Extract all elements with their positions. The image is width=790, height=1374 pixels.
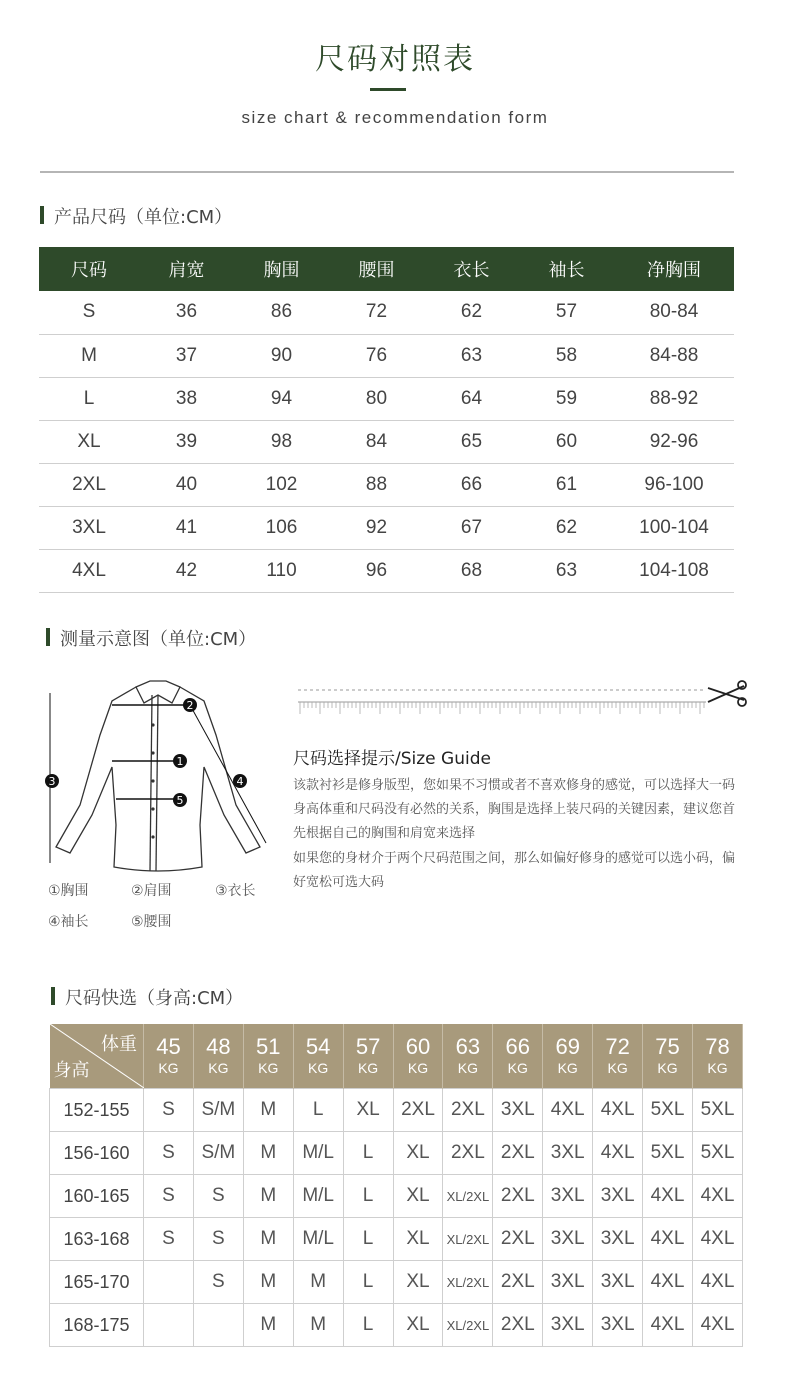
- weight-value: 78: [705, 1034, 730, 1059]
- shirt-diagram: [40, 675, 280, 875]
- table-cell: 58: [519, 334, 614, 377]
- table-row: [39, 420, 734, 463]
- size-section-heading: 产品尺码（单位:CM）: [40, 203, 232, 229]
- weight-header: [343, 1024, 393, 1089]
- size-pick-table: [49, 1024, 743, 1347]
- size-cell: 4XL: [692, 1261, 742, 1304]
- size-cell: L: [343, 1132, 393, 1175]
- table-cell: 38: [139, 377, 234, 420]
- height-cell: 168-175: [50, 1304, 144, 1347]
- table-cell: 63: [424, 334, 519, 377]
- weight-unit: KG: [158, 1060, 179, 1076]
- pick-section-heading: 尺码快选（身高:CM）: [51, 984, 243, 1010]
- table-cell: 100-104: [614, 506, 734, 549]
- size-cell: XL: [343, 1089, 393, 1132]
- table-cell: 88-92: [614, 377, 734, 420]
- table-row: [50, 1304, 743, 1347]
- table-row: [39, 377, 734, 420]
- height-cell: 160-165: [50, 1175, 144, 1218]
- guide-line: 先根据自己的胸围和肩宽来选择: [293, 826, 476, 841]
- size-cell: M: [243, 1304, 293, 1347]
- size-cell: 3XL: [593, 1304, 643, 1347]
- size-cell: M: [243, 1089, 293, 1132]
- size-cell: 3XL: [593, 1175, 643, 1218]
- weight-unit: KG: [707, 1060, 728, 1076]
- table-cell: 67: [424, 506, 519, 549]
- table-cell: S: [39, 291, 139, 334]
- size-cell: L: [343, 1261, 393, 1304]
- size-table: [39, 247, 734, 593]
- table-cell: 64: [424, 377, 519, 420]
- weight-header: [443, 1024, 493, 1089]
- size-cell: 4XL: [543, 1089, 593, 1132]
- table-cell: XL: [39, 420, 139, 463]
- size-cell: 2XL: [493, 1261, 543, 1304]
- size-cell: 4XL: [692, 1218, 742, 1261]
- legend-length: ③衣长: [215, 883, 256, 899]
- size-cell: 2XL: [493, 1218, 543, 1261]
- corner-weight-label: 体重: [101, 1034, 137, 1054]
- size-cell: 4XL: [692, 1175, 742, 1218]
- table-cell: 60: [519, 420, 614, 463]
- weight-value: 45: [156, 1034, 181, 1059]
- size-cell: M: [243, 1261, 293, 1304]
- size-cell: 4XL: [643, 1261, 693, 1304]
- weight-header: [243, 1024, 293, 1089]
- size-cell: 3XL: [543, 1132, 593, 1175]
- table-cell: 92: [329, 506, 424, 549]
- marker-4: 4: [236, 775, 244, 788]
- size-cell: S/M: [193, 1089, 243, 1132]
- table-cell: 106: [234, 506, 329, 549]
- table-cell: 42: [139, 549, 234, 592]
- table-cell: 3XL: [39, 506, 139, 549]
- size-cell: 5XL: [643, 1132, 693, 1175]
- size-cell: 4XL: [643, 1304, 693, 1347]
- size-cell: S: [144, 1132, 194, 1175]
- table-cell: 41: [139, 506, 234, 549]
- pick-table-header: [50, 1024, 743, 1089]
- table-cell: 84: [329, 420, 424, 463]
- size-cell: XL: [393, 1218, 443, 1261]
- weight-value: 51: [256, 1034, 281, 1059]
- size-cell: 2XL: [493, 1175, 543, 1218]
- table-cell: M: [39, 334, 139, 377]
- table-cell: 84-88: [614, 334, 734, 377]
- size-cell: M: [243, 1218, 293, 1261]
- tape-measure-icon: [296, 680, 756, 720]
- table-row: [39, 334, 734, 377]
- legend-sleeve: ④袖长: [48, 914, 89, 930]
- col-header: 净胸围: [614, 247, 734, 291]
- marker-2: 2: [186, 699, 194, 712]
- size-cell: M: [243, 1175, 293, 1218]
- weight-value: 75: [655, 1034, 680, 1059]
- page-subtitle: size chart & recommendation form: [241, 108, 549, 127]
- size-cell: M: [243, 1132, 293, 1175]
- col-header: 腰围: [329, 247, 424, 291]
- weight-header: [543, 1024, 593, 1089]
- size-guide-title: 尺码选择提示/Size Guide: [293, 749, 491, 769]
- size-cell: 5XL: [692, 1132, 742, 1175]
- table-cell: 80-84: [614, 291, 734, 334]
- table-row: [39, 291, 734, 334]
- table-cell: 102: [234, 463, 329, 506]
- size-cell: S/M: [193, 1132, 243, 1175]
- size-cell: 5XL: [692, 1089, 742, 1132]
- divider: [40, 171, 734, 173]
- table-cell: 68: [424, 549, 519, 592]
- table-cell: 39: [139, 420, 234, 463]
- table-cell: 98: [234, 420, 329, 463]
- weight-header: [393, 1024, 443, 1089]
- measure-section-heading: 测量示意图（单位:CM）: [46, 625, 256, 651]
- size-cell: XL: [393, 1132, 443, 1175]
- size-cell: XL/2XL: [443, 1175, 493, 1218]
- size-cell: [144, 1261, 194, 1304]
- size-cell: S: [144, 1175, 194, 1218]
- col-header: 衣长: [424, 247, 519, 291]
- size-cell: L: [343, 1175, 393, 1218]
- height-cell: 156-160: [50, 1132, 144, 1175]
- table-cell: 62: [519, 506, 614, 549]
- table-row: [50, 1218, 743, 1261]
- col-header: 肩宽: [139, 247, 234, 291]
- table-row: [50, 1261, 743, 1304]
- size-cell: [144, 1304, 194, 1347]
- page-title: 尺码对照表: [315, 42, 475, 77]
- marker-3: 3: [48, 775, 56, 788]
- weight-header: [593, 1024, 643, 1089]
- table-cell: 90: [234, 334, 329, 377]
- size-cell: 2XL: [493, 1132, 543, 1175]
- guide-line: 好宽松可选大码: [293, 875, 385, 890]
- table-cell: 92-96: [614, 420, 734, 463]
- size-cell: L: [343, 1304, 393, 1347]
- weight-header: [293, 1024, 343, 1089]
- guide-line: 如果您的身材介于两个尺码范围之间，那么如偏好修身的感觉可以选小码，偏: [293, 851, 736, 866]
- size-cell: M/L: [293, 1218, 343, 1261]
- table-cell: 37: [139, 334, 234, 377]
- weight-unit: KG: [208, 1060, 229, 1076]
- size-cell: 2XL: [393, 1089, 443, 1132]
- table-cell: 57: [519, 291, 614, 334]
- table-cell: 4XL: [39, 549, 139, 592]
- table-cell: 63: [519, 549, 614, 592]
- table-row: [50, 1132, 743, 1175]
- table-cell: L: [39, 377, 139, 420]
- weight-value: 57: [355, 1034, 381, 1059]
- size-cell: L: [293, 1089, 343, 1132]
- pick-table-body: [50, 1089, 743, 1347]
- size-cell: M: [293, 1261, 343, 1304]
- size-cell: 2XL: [493, 1304, 543, 1347]
- table-cell: 62: [424, 291, 519, 334]
- weight-unit: KG: [258, 1060, 279, 1076]
- weight-header: [493, 1024, 543, 1089]
- weight-value: 72: [605, 1034, 630, 1059]
- marker-1: 1: [176, 755, 184, 768]
- size-cell: 4XL: [643, 1175, 693, 1218]
- corner-height-label: 身高: [53, 1060, 90, 1080]
- weight-unit: KG: [507, 1060, 528, 1076]
- weight-unit: KG: [557, 1060, 578, 1076]
- size-cell: L: [343, 1218, 393, 1261]
- size-cell: 4XL: [643, 1218, 693, 1261]
- table-row: [50, 1175, 743, 1218]
- col-header: 尺码: [39, 247, 139, 291]
- table-row: [39, 506, 734, 549]
- guide-line: 该款衬衫是修身版型，您如果不习惯或者不喜欢修身的感觉，可以选择大一码: [293, 778, 736, 793]
- size-cell: XL: [393, 1261, 443, 1304]
- table-cell: 2XL: [39, 463, 139, 506]
- weight-header: [692, 1024, 742, 1089]
- size-cell: 3XL: [543, 1218, 593, 1261]
- legend-shoulder: ②肩围: [131, 883, 172, 899]
- col-header: 胸围: [234, 247, 329, 291]
- height-cell: 163-168: [50, 1218, 144, 1261]
- size-cell: S: [144, 1218, 194, 1261]
- height-cell: 165-170: [50, 1261, 144, 1304]
- size-cell: 5XL: [643, 1089, 693, 1132]
- table-cell: 110: [234, 549, 329, 592]
- table-cell: 76: [329, 334, 424, 377]
- table-cell: 61: [519, 463, 614, 506]
- size-cell: M: [293, 1304, 343, 1347]
- size-cell: 4XL: [692, 1304, 742, 1347]
- size-cell: 2XL: [443, 1132, 493, 1175]
- legend-waist: ⑤腰围: [131, 914, 172, 930]
- table-cell: 59: [519, 377, 614, 420]
- legend-chest: ①胸围: [48, 883, 89, 899]
- marker-5: 5: [176, 794, 184, 807]
- size-cell: M/L: [293, 1175, 343, 1218]
- size-cell: S: [193, 1261, 243, 1304]
- size-cell: XL/2XL: [443, 1304, 493, 1347]
- guide-line: 身高体重和尺码没有必然的关系，胸围是选择上装尺码的关键因素，建议您首: [293, 802, 736, 817]
- table-row: [39, 463, 734, 506]
- weight-unit: KG: [607, 1060, 628, 1076]
- size-cell: 3XL: [593, 1218, 643, 1261]
- table-cell: 65: [424, 420, 519, 463]
- size-cell: [193, 1304, 243, 1347]
- table-row: [39, 549, 734, 592]
- size-cell: XL/2XL: [443, 1261, 493, 1304]
- weight-header: [144, 1024, 194, 1089]
- size-cell: XL: [393, 1304, 443, 1347]
- size-cell: 3XL: [543, 1175, 593, 1218]
- size-cell: M/L: [293, 1132, 343, 1175]
- size-cell: 3XL: [593, 1261, 643, 1304]
- size-cell: 3XL: [543, 1261, 593, 1304]
- table-cell: 94: [234, 377, 329, 420]
- weight-value: 60: [405, 1034, 431, 1059]
- size-cell: S: [144, 1089, 194, 1132]
- col-header: 袖长: [519, 247, 614, 291]
- size-cell: 3XL: [493, 1089, 543, 1132]
- size-cell: S: [193, 1175, 243, 1218]
- weight-header: [193, 1024, 243, 1089]
- corner-cell: [50, 1024, 144, 1089]
- height-cell: 152-155: [50, 1089, 144, 1132]
- size-cell: 4XL: [593, 1132, 643, 1175]
- size-cell: 2XL: [443, 1089, 493, 1132]
- weight-value: 54: [305, 1034, 331, 1059]
- table-cell: 36: [139, 291, 234, 334]
- table-cell: 96: [329, 549, 424, 592]
- weight-value: 69: [555, 1034, 580, 1059]
- table-cell: 96-100: [614, 463, 734, 506]
- size-table-body: [39, 291, 734, 592]
- table-cell: 72: [329, 291, 424, 334]
- size-cell: 4XL: [593, 1089, 643, 1132]
- table-cell: 104-108: [614, 549, 734, 592]
- table-row: [50, 1089, 743, 1132]
- table-cell: 86: [234, 291, 329, 334]
- table-cell: 88: [329, 463, 424, 506]
- weight-value: 48: [206, 1034, 231, 1059]
- weight-header: [643, 1024, 693, 1089]
- weight-value: 66: [505, 1034, 531, 1059]
- weight-unit: KG: [657, 1060, 678, 1076]
- size-cell: XL: [393, 1175, 443, 1218]
- table-cell: 80: [329, 377, 424, 420]
- weight-value: 63: [455, 1034, 481, 1059]
- weight-unit: KG: [457, 1060, 478, 1076]
- title-underline: [370, 88, 406, 91]
- table-cell: 66: [424, 463, 519, 506]
- size-cell: XL/2XL: [443, 1218, 493, 1261]
- weight-unit: KG: [357, 1060, 379, 1076]
- size-cell: 3XL: [543, 1304, 593, 1347]
- table-cell: 40: [139, 463, 234, 506]
- size-table-header: [39, 247, 734, 291]
- size-cell: S: [193, 1218, 243, 1261]
- weight-unit: KG: [407, 1060, 429, 1076]
- weight-unit: KG: [308, 1060, 329, 1076]
